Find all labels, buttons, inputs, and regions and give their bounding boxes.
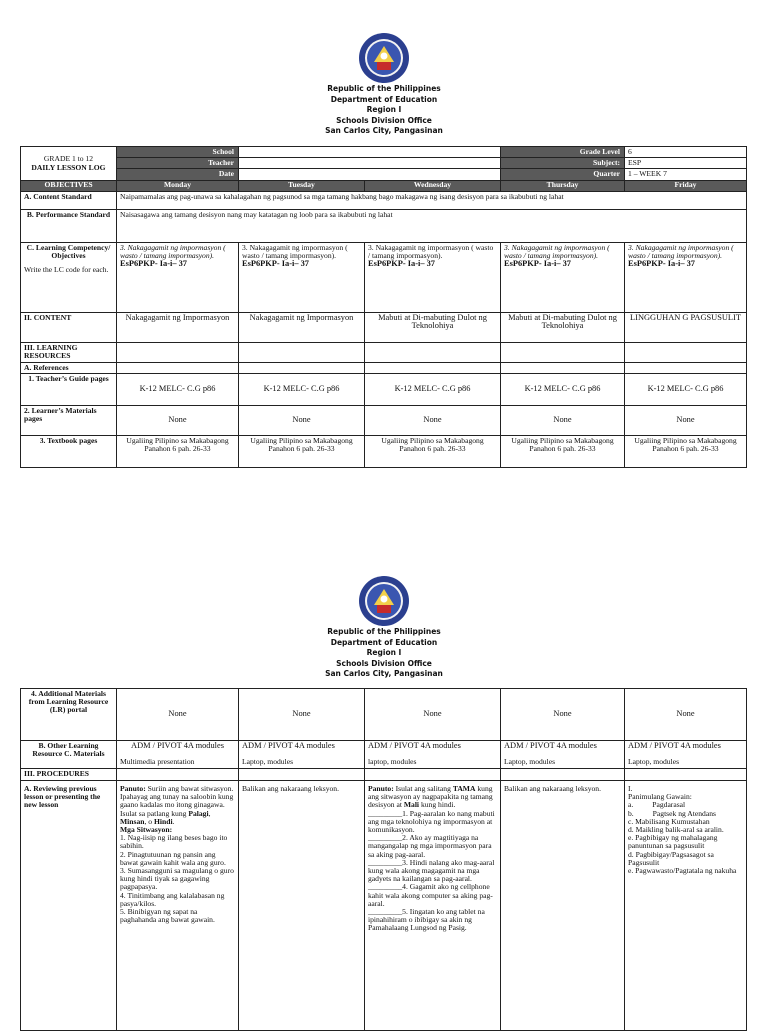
subject-value: ESP — [625, 158, 747, 169]
competency-friday — [625, 242, 747, 312]
performance-standard-label: B. Performance Standard — [21, 209, 117, 242]
list-item: 2. Pinagtutuunan ng pansin ang bawat gawain kahit wala ang guro. — [120, 849, 226, 867]
other-monday — [117, 741, 239, 769]
add-tuesday: None — [239, 689, 365, 741]
panuto-text: Suriin ang bawat sitwasyon. Ipahayag ang tunay na saloobin kung gaano kadalas mo itong ginagawa. Isulat sa patlang kung — [120, 784, 234, 818]
separator: , — [208, 808, 211, 818]
textbook-label: 3. Textbook pages — [21, 435, 117, 467]
list-item: _________3. Hindi nalang ako mag-aaral kung wala akong magagamit na mga gadyets na kailangan sa pag-aaral. — [368, 857, 495, 884]
list-item: 4. Tinitimbang ang kalalabasan ng pasya/kilos. — [120, 890, 225, 908]
sitwasyon-label: Mga Sitwasyon: — [120, 825, 173, 835]
office-header — [0, 627, 768, 680]
other-wednesday — [365, 741, 501, 769]
republic-line: Republic of the Philippines — [327, 84, 441, 93]
list-item: _________5. Iingatan ko ang tablet na ipinahihiram o ibibigay sa akin ng Pamahalaang Lungsod ng Pasig. — [368, 907, 485, 933]
other-b: Laptop, modules — [504, 757, 556, 767]
references-label: A. References — [21, 362, 117, 373]
competency-text: 3. Nakagagamit ng impormasyon ( wasto / tamang impormasyon). — [368, 242, 494, 260]
competency-thursday — [501, 242, 625, 312]
log-title: DAILY LESSON LOG — [31, 163, 106, 173]
reviewing-monday — [117, 781, 239, 1031]
deped-seal-icon — [358, 575, 410, 627]
content-wednesday: Mabuti at Di-mabuting Dulot ng Teknolohiya — [365, 312, 501, 342]
list-item: d. Maikling balik-aral sa aralin. — [628, 825, 724, 835]
separator: . — [172, 816, 175, 826]
learners-materials-label: 2. Learner’s Materials pages — [21, 405, 117, 435]
panuto-label: Panuto: — [120, 784, 146, 793]
competency-code: EsP6PKP- Ia-i– 37 — [120, 259, 187, 269]
competency-tuesday — [239, 242, 365, 312]
friday-title: Panimulang Gawain: — [628, 792, 692, 802]
list-item: b. Pagtsek ng Atendans — [628, 808, 716, 818]
panuto-text: kung hindi. — [419, 800, 456, 810]
competency-text: 3. Nakagagamit ng impormasyon ( wasto / tamang impormasyon). — [120, 242, 226, 260]
palagi-word: Palagi — [188, 808, 209, 818]
mali-word: Mali — [403, 800, 420, 810]
tg-wednesday: K-12 MELC- C.G p86 — [365, 373, 501, 405]
tama-word: TAMA — [452, 784, 476, 793]
teacher-field[interactable] — [239, 158, 501, 169]
reviewing-wednesday — [365, 781, 501, 1031]
friday-header: Friday — [625, 180, 747, 191]
tuesday-header: Tuesday — [239, 180, 365, 191]
content-thursday: Mabuti at Di-mabuting Dulot ng Teknolohiya — [501, 312, 625, 342]
office-header — [0, 84, 768, 137]
tb-friday: Ugaliing Pilipino sa Makabagong Panahon 6 pah. 26-33 — [625, 435, 747, 467]
school-field[interactable] — [239, 147, 501, 158]
competency-label-cell — [21, 242, 117, 312]
date-field[interactable] — [239, 169, 501, 180]
monday-instructions — [120, 785, 235, 826]
other-a: ADM / PIVOT 4A modules — [368, 741, 461, 750]
teacher-label: Teacher — [117, 158, 239, 169]
additional-materials-label: 4. Additional Materials from Learning Resource (LR) portal — [21, 689, 117, 741]
list-item: 3. Sumasangguni sa magulang o guro kung hindi tiyak sa gagawing pagpapasya. — [120, 866, 234, 892]
content-tuesday: Nakagagamit ng Impormasyon — [239, 312, 365, 342]
content-standard-label: A. Content Standard — [21, 191, 117, 209]
content-standard-text: Naipamamalas ang pag-unawa sa kahalagahan ng pagsunod sa mga tamang hakbang bago makagawa ng isang desisyon para sa ikabubuti ng lahat — [117, 191, 747, 209]
tb-monday: Ugaliing Pilipino sa Makabagong Panahon 6 pah. 26-33 — [117, 435, 239, 467]
tg-tuesday: K-12 MELC- C.G p86 — [239, 373, 365, 405]
procedures-label: III. PROCEDURES — [21, 769, 117, 781]
monday-header: Monday — [117, 180, 239, 191]
other-b: Laptop, modules — [628, 757, 680, 767]
other-a: ADM / PIVOT 4A modules — [628, 741, 721, 750]
wednesday-header: Wednesday — [365, 180, 501, 191]
minsan-word: Minsan — [120, 816, 145, 826]
lm-wednesday: None — [365, 405, 501, 435]
tg-friday: K-12 MELC- C.G p86 — [625, 373, 747, 405]
friday-numeral: I. — [628, 784, 633, 793]
list-item: _________2. Ako ay magtitiyaga na mangangalap ng mga impormasyon para sa aking pag-aaral. — [368, 833, 492, 859]
other-resources-label: B. Other Learning Resource C. Materials — [21, 741, 117, 769]
tg-thursday: K-12 MELC- C.G p86 — [501, 373, 625, 405]
competency-code: EsP6PKP- Ia-i– 37 — [504, 259, 571, 269]
tb-thursday: Ugaliing Pilipino sa Makabagong Panahon 6 pah. 26-33 — [501, 435, 625, 467]
region-line: Region I — [366, 105, 402, 114]
subject-label: Subject: — [501, 158, 625, 169]
competency-code: EsP6PKP- Ia-i– 37 — [628, 259, 695, 269]
reviewing-thursday: Balikan ang nakaraang leksyon. — [501, 781, 625, 1031]
wednesday-instructions — [368, 785, 497, 810]
content-monday: Nakagagamit ng Impormasyon — [117, 312, 239, 342]
objectives-header: OBJECTIVES — [21, 180, 117, 191]
teachers-guide-label: 1. Teacher’s Guide pages — [21, 373, 117, 405]
competency-label: C. Learning Competency/ Objectives — [26, 242, 111, 260]
school-label: School — [117, 147, 239, 158]
other-tuesday — [239, 741, 365, 769]
quarter-value: 1 – WEEK 7 — [625, 169, 747, 180]
competency-code: EsP6PKP- Ia-i– 37 — [242, 259, 309, 269]
reviewing-label: A. Reviewing previous lesson or presenting the new lesson — [21, 781, 117, 1031]
tb-wednesday: Ugaliing Pilipino sa Makabagong Panahon 6 pah. 26-33 — [365, 435, 501, 467]
panuto-text: Isulat ang salitang — [393, 784, 453, 793]
republic-line: Republic of the Philippines — [327, 627, 441, 636]
competency-code: EsP6PKP- Ia-i– 37 — [368, 259, 435, 269]
list-item: e. Pagbibigay ng mahalagang panuntunan sa pagsusulit — [628, 833, 718, 851]
other-friday — [625, 741, 747, 769]
tb-tuesday: Ugaliing Pilipino sa Makabagong Panahon 6 pah. 26-33 — [239, 435, 365, 467]
other-b: Laptop, modules — [242, 757, 294, 767]
competency-note: Write the LC code for each. — [24, 265, 109, 275]
list-item: c. Mabilisang Kumustahan — [628, 816, 710, 826]
deped-seal-icon — [358, 32, 410, 84]
region-line: Region I — [366, 648, 402, 657]
lm-thursday: None — [501, 405, 625, 435]
add-wednesday: None — [365, 689, 501, 741]
grade-range: GRADE 1 to 12 — [43, 154, 94, 164]
department-line: Department of Education — [330, 94, 438, 104]
list-item: _________1. Pag-aaralan ko nang mabuti ang mga teknolohiya ng impormasyon at komunikasyon. — [368, 808, 495, 835]
grade-range-cell — [21, 147, 117, 181]
competency-text: 3. Nakagagamit ng impormasyon ( wasto / tamang impormasyon). — [504, 242, 610, 260]
quarter-label: Quarter — [501, 169, 625, 180]
lm-tuesday: None — [239, 405, 365, 435]
learning-resources-label: III. LEARNING RESOURCES — [21, 342, 117, 362]
other-thursday — [501, 741, 625, 769]
lesson-log-table-2 — [20, 688, 747, 1031]
tg-monday: K-12 MELC- C.G p86 — [117, 373, 239, 405]
competency-text: 3. Nakagagamit ng impormasyon ( wasto / tamang impormasyon). — [628, 242, 734, 260]
other-a: ADM / PIVOT 4A modules — [131, 741, 224, 750]
performance-standard-text: Naisasagawa ang tamang desisyon nang may katatagan ng loob para sa ikabubuti ng lahat — [117, 209, 747, 242]
lm-friday: None — [625, 405, 747, 435]
list-item: _________4. Gagamit ako ng cellphone kahit wala akong computer sa aking pag-aaral. — [368, 882, 493, 908]
division-line: Schools Division Office — [336, 115, 432, 125]
hindi-word: Hindi — [153, 816, 173, 826]
competency-wednesday — [365, 242, 501, 312]
list-item: d. Pagbibigay/Pagsasagot sa Pagsusulit — [628, 849, 714, 867]
other-b: laptop, modules — [368, 757, 417, 767]
thursday-header: Thursday — [501, 180, 625, 191]
competency-monday — [117, 242, 239, 312]
list-item: e. Pagwawasto/Pagtatala ng nakuha — [628, 866, 737, 876]
panuto-label: Panuto: — [368, 784, 394, 793]
add-friday: None — [625, 689, 747, 741]
add-monday: None — [117, 689, 239, 741]
other-a: ADM / PIVOT 4A modules — [242, 741, 335, 750]
reviewing-friday — [625, 781, 747, 1031]
list-item: 1. Nag-iisip ng ilang beses bago ito sabihin. — [120, 833, 228, 851]
separator: , o — [144, 816, 154, 826]
city-line: San Carlos City, Pangasinan — [325, 126, 443, 135]
add-thursday: None — [501, 689, 625, 741]
city-line: San Carlos City, Pangasinan — [325, 669, 443, 678]
list-item: a. Pagdarasal — [628, 800, 686, 810]
grade-level-label: Grade Level — [501, 147, 625, 158]
date-label: Date — [117, 169, 239, 180]
department-line: Department of Education — [330, 637, 438, 647]
panuto-text: kung ang sitwasyon ay nagpapakita ng tamang desisyon at — [368, 784, 493, 810]
list-item: 5. Binibigyan ng sapat na paghahanda ang bawat gawain. — [120, 907, 215, 925]
lesson-log-table-1 — [20, 146, 747, 468]
content-friday: LINGGUHAN G PAGSUSULIT — [625, 312, 747, 342]
grade-level-value: 6 — [625, 147, 747, 158]
competency-text: 3. Nakagagamit ng impormasyon ( wasto / tamang impormasyon). — [242, 242, 348, 260]
other-a: ADM / PIVOT 4A modules — [504, 741, 597, 750]
other-b: Multimedia presentation — [120, 757, 195, 767]
reviewing-tuesday: Balikan ang nakaraang leksyon. — [239, 781, 365, 1031]
lm-monday: None — [117, 405, 239, 435]
division-line: Schools Division Office — [336, 658, 432, 668]
content-label: II. CONTENT — [21, 312, 117, 342]
